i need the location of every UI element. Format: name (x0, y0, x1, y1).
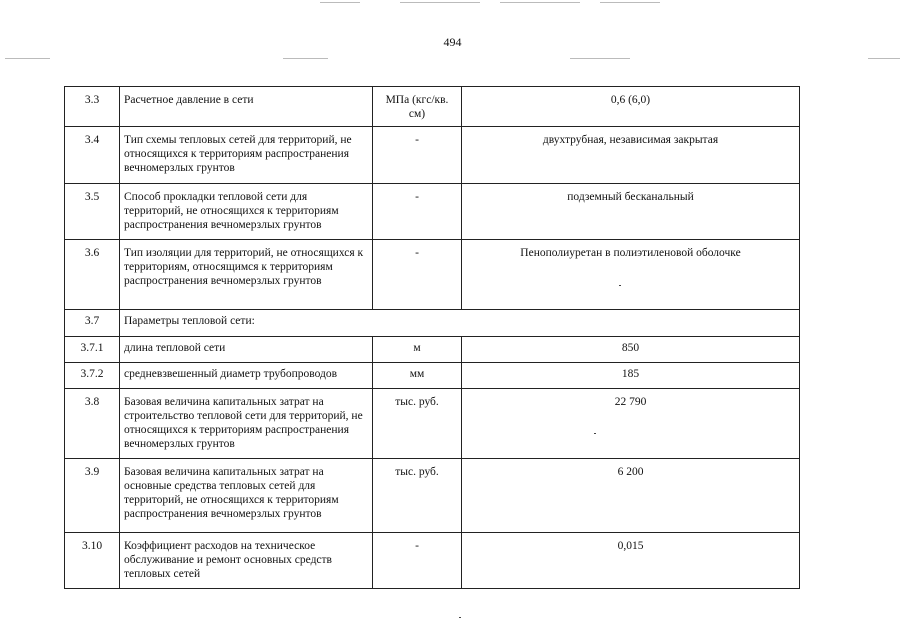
row-value: 185 (462, 363, 800, 389)
scan-artifact (5, 58, 50, 59)
row-number: 3.7.1 (65, 337, 120, 363)
row-unit: мм (373, 363, 462, 389)
row-name: Расчетное давление в сети (120, 87, 373, 127)
row-value: 22 790 (462, 389, 800, 459)
row-name: Базовая величина капитальных затрат на основные средства тепловых сетей для территорий, не относящихся к территориям распространения вечномерзлых грунтов (120, 459, 373, 533)
scan-artifact (320, 2, 360, 3)
table-row (65, 87, 800, 127)
scan-artifact (283, 58, 328, 59)
row-name: длина тепловой сети (120, 337, 373, 363)
scan-artifact (570, 58, 630, 59)
scan-artifact (600, 2, 660, 3)
row-name: Коэффициент расходов на техническое обслуживание и ремонт основных средств тепловых сетей (120, 533, 373, 589)
row-number: 3.3 (65, 87, 120, 127)
row-number: 3.5 (65, 184, 120, 240)
row-number: 3.7.2 (65, 363, 120, 389)
row-name: средневзвешенный диаметр трубопроводов (120, 363, 373, 389)
scan-artifact (868, 58, 900, 59)
row-value: двухтрубная, независимая закрытая (462, 127, 800, 184)
row-value: 6 200 (462, 459, 800, 533)
table-row (65, 127, 800, 184)
row-value: подземный бесканальный (462, 184, 800, 240)
row-name: Способ прокладки тепловой сети для территорий, не относящихся к территориям распространения вечномерзлых грунтов (120, 184, 373, 240)
row-unit: м (373, 337, 462, 363)
section-heading: Параметры тепловой сети: (120, 310, 800, 337)
parameters-table (64, 86, 800, 589)
table-row (65, 240, 800, 310)
page-number: 494 (443, 35, 462, 49)
row-number: 3.8 (65, 389, 120, 459)
row-number: 3.6 (65, 240, 120, 310)
table-row (65, 533, 800, 589)
scan-speck (619, 285, 621, 286)
row-name: Тип изоляции для территорий, не относящихся к территориям, относящимся к территориям распространения вечномерзлых грунтов (120, 240, 373, 310)
table-row-section (65, 310, 800, 337)
table-row (65, 184, 800, 240)
row-unit: - (373, 533, 462, 589)
row-number: 3.9 (65, 459, 120, 533)
row-unit: - (373, 184, 462, 240)
row-name: Базовая величина капитальных затрат на строительство тепловой сети для территорий, не относящихся к территориям распространения вечномерзлых грунтов (120, 389, 373, 459)
row-unit: тыс. руб. (373, 459, 462, 533)
row-number: 3.7 (65, 310, 120, 337)
row-number: 3.4 (65, 127, 120, 184)
table-row (65, 337, 800, 363)
row-value: 850 (462, 337, 800, 363)
scan-speck (594, 433, 596, 434)
row-unit: - (373, 240, 462, 310)
row-value: 0,015 (462, 533, 800, 589)
row-name: Тип схемы тепловых сетей для территорий, не относящихся к территориям распространения вечномерзлых грунтов (120, 127, 373, 184)
scan-artifact (500, 2, 580, 3)
table-row (65, 363, 800, 389)
row-value: Пенополиуретан в полиэтиленовой оболочке (462, 240, 800, 310)
row-number: 3.10 (65, 533, 120, 589)
row-value: 0,6 (6,0) (462, 87, 800, 127)
row-unit: - (373, 127, 462, 184)
table-row (65, 459, 800, 533)
row-unit: тыс. руб. (373, 389, 462, 459)
row-unit: МПа (кгс/кв. см) (373, 87, 462, 127)
scan-artifact (400, 2, 480, 3)
table-row (65, 389, 800, 459)
scan-speck (459, 617, 461, 618)
